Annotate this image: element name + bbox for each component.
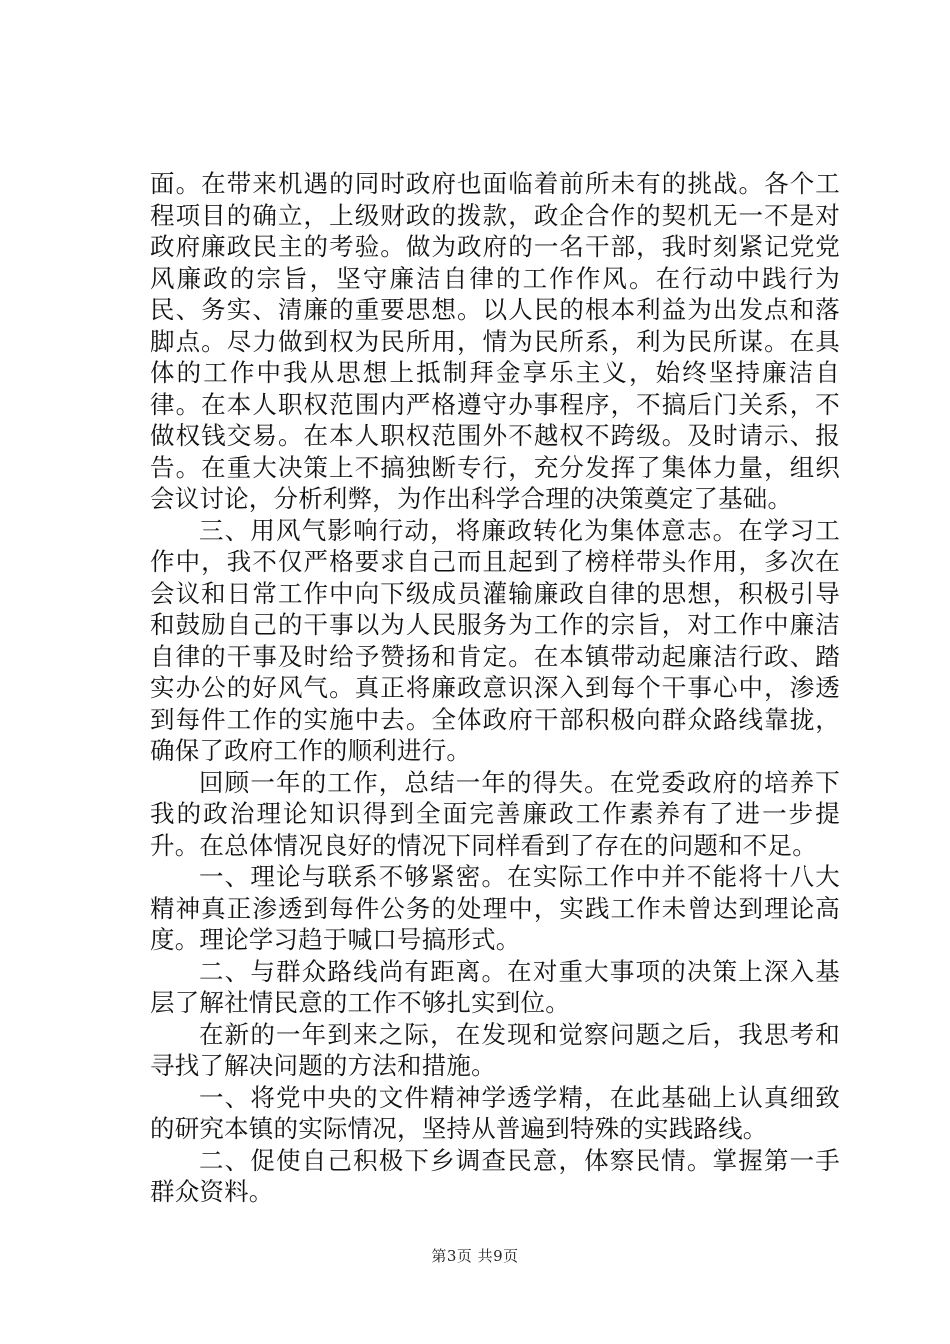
page-number-footer: 第3页 共9页 <box>431 1247 519 1265</box>
paragraph-measure-two: 二、促使自己积极下乡调查民意，体察民情。掌握第一手群众资料。 <box>150 1145 840 1206</box>
paragraph-continuation: 面。在带来机遇的同时政府也面临着前所未有的挑战。各个工程项目的确立，上级财政的拨款，政企合作的契机无一不是对政府廉政民主的考验。做为政府的一名干部，我时刻紧记党党风廉政的宗旨，坚守廉洁自律的工作作风。在行动中践行为民、务实、清廉的重要思想。以人民的根本利益为出发点和落脚点。尽力做到权为民所用，情为民所系，利为民所谋。在具体的工作中我从思想上抵制拜金享乐主义，始终坚持廉洁自律。在本人职权范围内严格遵守办事程序，不搞后门关系，不做权钱交易。在本人职权范围外不越权不跨级。及时请示、报告。在重大决策上不搞独断专行，充分发挥了集体力量，组织会议讨论，分析利弊，为作出科学合理的决策奠定了基础。 <box>150 169 840 513</box>
document-body <box>150 168 840 1208</box>
paragraph-measure-one: 一、将党中央的文件精神学透学精，在此基础上认真细致的研究本镇的实际情况，坚持从普遍到特殊的实践路线。 <box>150 1082 840 1143</box>
paragraph-problem-two: 二、与群众路线尚有距离。在对重大事项的决策上深入基层了解社情民意的工作不够扎实到位。 <box>150 956 840 1017</box>
paragraph-problem-one: 一、理论与联系不够紧密。在实际工作中并不能将十八大精神真正渗透到每件公务的处理中，实践工作未曾达到理论高度。理论学习趋于喊口号搞形式。 <box>150 862 840 954</box>
paragraph-review: 回顾一年的工作，总结一年的得失。在党委政府的培养下我的政治理论知识得到全面完善廉政工作素养有了进一步提升。在总体情况良好的情况下同样看到了存在的问题和不足。 <box>150 767 840 860</box>
paragraph-new-year: 在新的一年到来之际，在发现和觉察问题之后，我思考和寻找了解决问题的方法和措施。 <box>150 1019 840 1080</box>
paragraph-section-three: 三、用风气影响行动，将廉政转化为集体意志。在学习工作中，我不仅严格要求自己而且起到了榜样带头作用，多次在会议和日常工作中向下级成员灌输廉政自律的思想，积极引导和鼓励自己的干事以为人民服务为工作的宗旨，对工作中廉洁自律的干事及时给予赞扬和肯定。在本镇带动起廉洁行政、踏实办公的好风气。真正将廉政意识深入到每个干事心中，渗透到每件工作的实施中去。全体政府干部积极向群众路线靠拢，确保了政府工作的顺利进行。 <box>150 515 840 765</box>
